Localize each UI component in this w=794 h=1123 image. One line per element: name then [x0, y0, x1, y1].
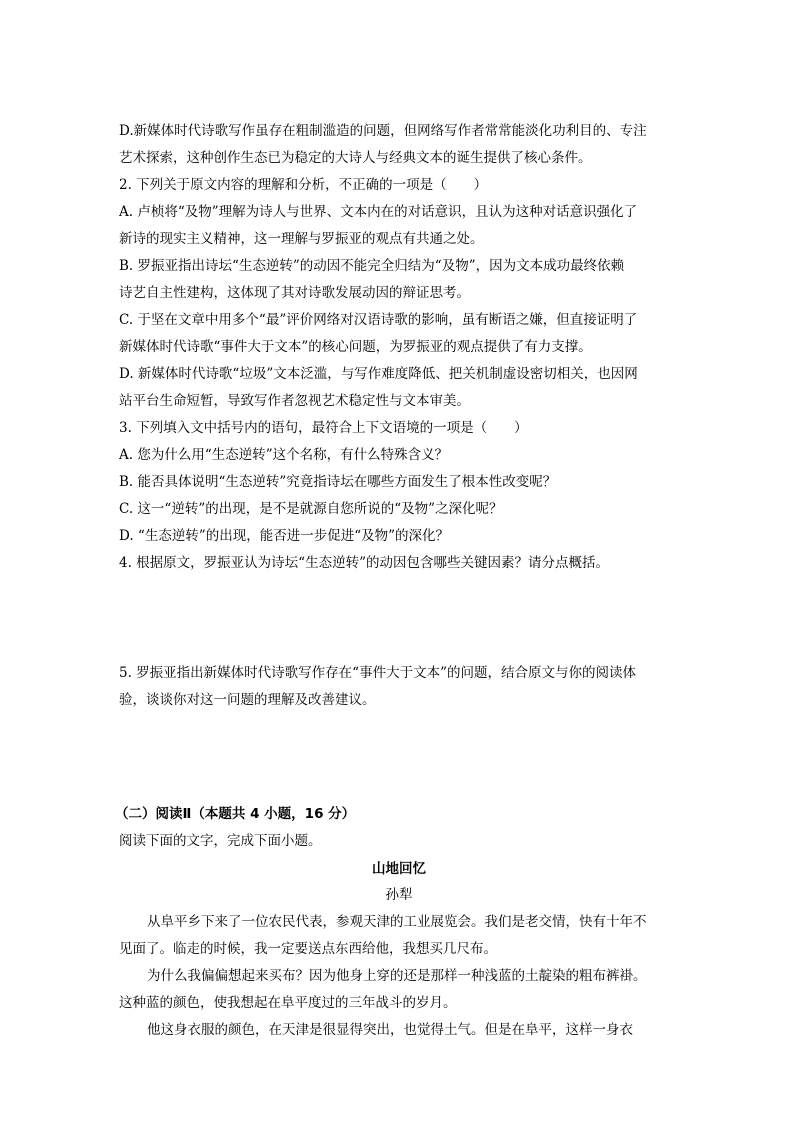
paragraph-3-line1: 他这身衣服的颜色，在天津是很显得突出，也觉得土气。但是在阜平，这样一身衣: [147, 1022, 633, 1038]
q5-line2: 验，谈谈你对这一问题的理解及改善建议。: [119, 692, 376, 708]
q2-option-d-line1: D. 新媒体时代诗歌“垃圾”文本泛滥，与写作难度降低、把关机制虚设密切相关，也因网: [119, 366, 638, 382]
section-instruction: 阅读下面的文字，完成下面小题。: [119, 833, 322, 849]
q3-option-a: A. 您为什么用“生态逆转”这个名称，有什么特殊含义？: [119, 447, 449, 463]
q2-option-a-line1: A. 卢桢将“及物”理解为诗人与世界、文本内在的对话意识，且认为这种对话意识强化了: [119, 204, 638, 220]
q2-option-c-line2: 新媒体时代诗歌“事件大于文本”的核心问题，为罗振亚的观点提供了有力支撑。: [119, 339, 592, 355]
q3-option-d: D. “生态逆转”的出现，能否进一步促进“及物”的深化？: [119, 528, 450, 544]
q2-option-a-line2: 新诗的现实主义精神，这一理解与罗振亚的观点有共通之处。: [119, 231, 484, 247]
paragraph-1-line2: 见面了。临走的时候，我一定要送点东西给他，我想买几尺布。: [119, 941, 497, 957]
q2-stem: 2. 下列关于原文内容的理解和分析，不正确的一项是（ ）: [119, 177, 488, 193]
article-title: 山地回忆: [372, 861, 426, 877]
q2-option-b-line1: B. 罗振亚指出诗坛“生态逆转”的动因不能完全归结为“及物”，因为文本成功最终依赖: [119, 258, 625, 274]
q3-option-b: B. 能否具体说明“生态逆转”究竟指诗坛在哪些方面发生了根本性改变呢？: [119, 474, 557, 490]
paragraph-1-line1: 从阜平乡下来了一位农民代表，参观天津的工业展览会。我们是老交情，快有十年不: [147, 914, 647, 930]
article-author: 孙犁: [385, 887, 413, 903]
q2-option-c-line1: C. 于坚在文章中用多个“最”评价网络对汉语诗歌的影响，虽有断语之嫌，但直接证明了: [119, 312, 638, 328]
q3-option-c: C. 这一“逆转”的出现，是不是就源自您所说的“及物”之深化呢？: [119, 501, 503, 517]
q2-option-d-line2: 站平台生命短暂，导致写作者忽视艺术稳定性与文本审美。: [119, 393, 470, 409]
q3-stem: 3. 下列填入文中括号内的语句，最符合上下文语境的一项是（ ）: [119, 420, 528, 436]
q2-option-b-line2: 诗艺自主性建构，这体现了其对诗歌发展动因的辩证思考。: [119, 285, 470, 301]
q1-option-d-line2: 艺术探索，这种创作生态已为稳定的大诗人与经典文本的诞生提供了核心条件。: [119, 150, 592, 166]
section-heading: （二）阅读Ⅱ（本题共 4 小题，16 分）: [115, 806, 356, 822]
q4-stem: 4. 根据原文，罗振亚认为诗坛“生态逆转”的动因包含哪些关键因素？请分点概括。: [119, 555, 609, 571]
q1-option-d-line1: D.新媒体时代诗歌写作虽存在粗制滥造的问题，但网络写作者常常能淡化功利目的、专注: [119, 123, 647, 139]
paragraph-2-line1: 为什么我偏偏想起来买布？因为他身上穿的还是那样一种浅蓝的土靛染的粗布裤褂。: [147, 968, 647, 984]
q5-line1: 5. 罗振亚指出新媒体时代诗歌写作存在“事件大于文本”的问题，结合原文与你的阅读体: [119, 665, 636, 681]
paragraph-2-line2: 这种蓝的颜色，使我想起在阜平度过的三年战斗的岁月。: [119, 995, 457, 1011]
